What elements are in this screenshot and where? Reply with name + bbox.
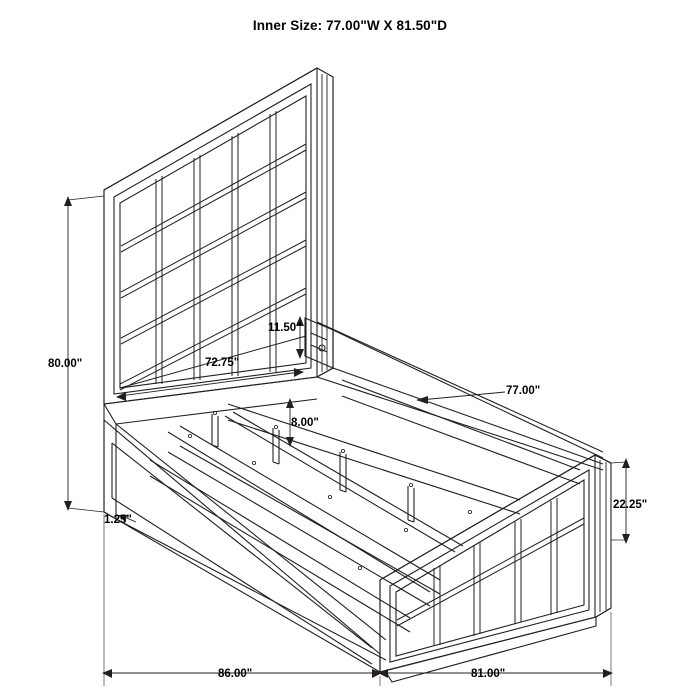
page-title: Inner Size: 77.00"W X 81.50"D	[252, 18, 448, 33]
dim-label-rail-gap: 11.50"	[268, 322, 302, 334]
headboard-lattice	[120, 111, 306, 390]
dim-label-depth-overall: 86.00"	[218, 668, 253, 680]
dim-label-rail-thickness: 1.25"	[104, 514, 132, 526]
dim-label-height-overall: 80.00"	[48, 358, 83, 370]
dim-label-footboard-width: 81.00"	[471, 668, 506, 680]
dimension-lines	[64, 196, 630, 686]
dim-label-inner-width: 77.00"	[506, 385, 541, 397]
frame-fasteners	[188, 411, 471, 569]
leader-line-inner-width	[420, 392, 505, 400]
dim-label-slat-height: 8.00"	[291, 417, 319, 429]
dim-label-footboard-height: 22.25"	[613, 499, 648, 511]
footboard	[380, 455, 611, 682]
dim-label-headboard-width: 72.75"	[205, 357, 240, 369]
